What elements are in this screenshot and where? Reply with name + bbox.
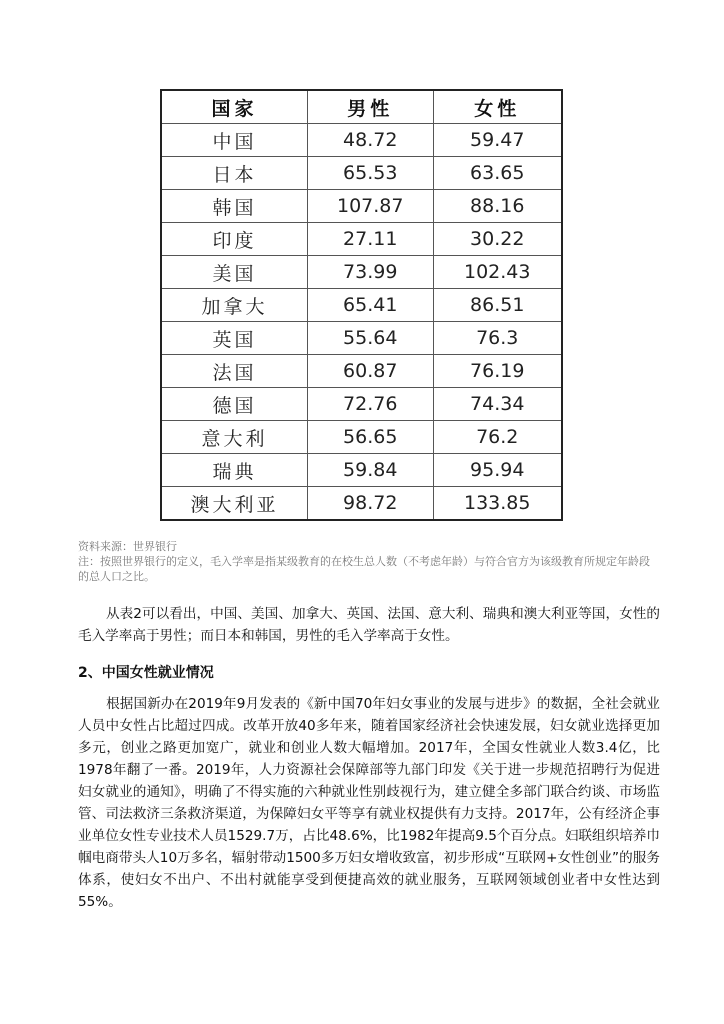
table-row	[161, 322, 562, 355]
table-row	[161, 124, 562, 157]
table-row	[161, 487, 562, 521]
section-heading: 2、中国女性就业情况	[78, 665, 214, 681]
female-value-cell: 88.16	[433, 190, 562, 223]
country-cell: 中国	[161, 124, 307, 157]
female-value-cell: 76.3	[433, 322, 562, 355]
table-row	[161, 289, 562, 322]
country-cell: 印度	[161, 223, 307, 256]
header-female: 女性	[433, 90, 562, 124]
country-cell: 韩国	[161, 190, 307, 223]
female-value-cell: 95.94	[433, 454, 562, 487]
male-value-cell: 73.99	[307, 256, 433, 289]
country-cell: 意大利	[161, 421, 307, 454]
female-value-cell: 86.51	[433, 289, 562, 322]
source-note: 资料来源：世界银行	[78, 540, 177, 553]
country-cell: 澳大利亚	[161, 487, 307, 521]
male-value-cell: 60.87	[307, 355, 433, 388]
male-value-cell: 65.53	[307, 157, 433, 190]
table-row	[161, 388, 562, 421]
male-value-cell: 27.11	[307, 223, 433, 256]
paragraph-1-text: 从表2可以看出，中国、美国、加拿大、英国、法国、意大利、瑞典和澳大利亚等国，女性的毛入学率高于男性；而日本和韩国，男性的毛入学率高于女性。	[78, 606, 660, 644]
country-cell: 日本	[161, 157, 307, 190]
enrollment-table	[160, 89, 563, 521]
female-value-cell: 59.47	[433, 124, 562, 157]
country-cell: 英国	[161, 322, 307, 355]
male-value-cell: 72.76	[307, 388, 433, 421]
male-value-cell: 98.72	[307, 487, 433, 521]
header-country: 国家	[161, 90, 307, 124]
male-value-cell: 65.41	[307, 289, 433, 322]
definition-note: 注：按照世界银行的定义，毛入学率是指某级教育的在校生总人数（不考虑年龄）与符合官方为该级教育所规定年龄段的总人口之比。	[78, 555, 650, 583]
country-cell: 加拿大	[161, 289, 307, 322]
table-row	[161, 421, 562, 454]
female-value-cell: 74.34	[433, 388, 562, 421]
country-cell: 美国	[161, 256, 307, 289]
female-value-cell: 133.85	[433, 487, 562, 521]
table-row	[161, 454, 562, 487]
table-row	[161, 157, 562, 190]
female-value-cell: 76.2	[433, 421, 562, 454]
table-header-row	[161, 90, 562, 124]
male-value-cell: 55.64	[307, 322, 433, 355]
male-value-cell: 48.72	[307, 124, 433, 157]
header-male: 男性	[307, 90, 433, 124]
table-row	[161, 256, 562, 289]
table-notes	[78, 539, 658, 584]
female-value-cell: 102.43	[433, 256, 562, 289]
table-row	[161, 355, 562, 388]
paragraph-2	[78, 693, 660, 913]
country-cell: 瑞典	[161, 454, 307, 487]
female-value-cell: 30.22	[433, 223, 562, 256]
country-cell: 德国	[161, 388, 307, 421]
table-row	[161, 223, 562, 256]
male-value-cell: 56.65	[307, 421, 433, 454]
paragraph-2-text: 根据国新办在2019年9月发表的《新中国70年妇女事业的发展与进步》的数据，全社会就业人员中女性占比超过四成。改革开放40多年来，随着国家经济社会快速发展，妇女就业选择更加多元，创业之路更加宽广，就业和创业人数大幅增加。2017年，全国女性就业人数3.4亿，比1978年翻了一番。2019年，人力资源社会保障部等九部门印发《关于进一步规范招聘行为促进妇女就业的通知》，明确了不得实施的六种就业性别歧视行为，建立健全多部门联合约谈、市场监管、司法救济三条救济渠道，为保障妇女平等享有就业权提供有力支持。2017年，公有经济企事业单位女性专业技术人员1529.7万，占比48.6%，比1982年提高9.5个百分点。妇联组织培养巾帼电商带头人10万多名，辐射带动1500多万妇女增收致富，初步形成“互联网+女性创业”的服务体系，使妇女不出户、不出村就能享受到便捷高效的就业服务，互联网领域创业者中女性达到55%。	[78, 696, 660, 910]
male-value-cell: 107.87	[307, 190, 433, 223]
country-cell: 法国	[161, 355, 307, 388]
table-body	[161, 124, 562, 521]
male-value-cell: 59.84	[307, 454, 433, 487]
paragraph-1	[78, 603, 660, 647]
female-value-cell: 63.65	[433, 157, 562, 190]
female-value-cell: 76.19	[433, 355, 562, 388]
table-row	[161, 190, 562, 223]
